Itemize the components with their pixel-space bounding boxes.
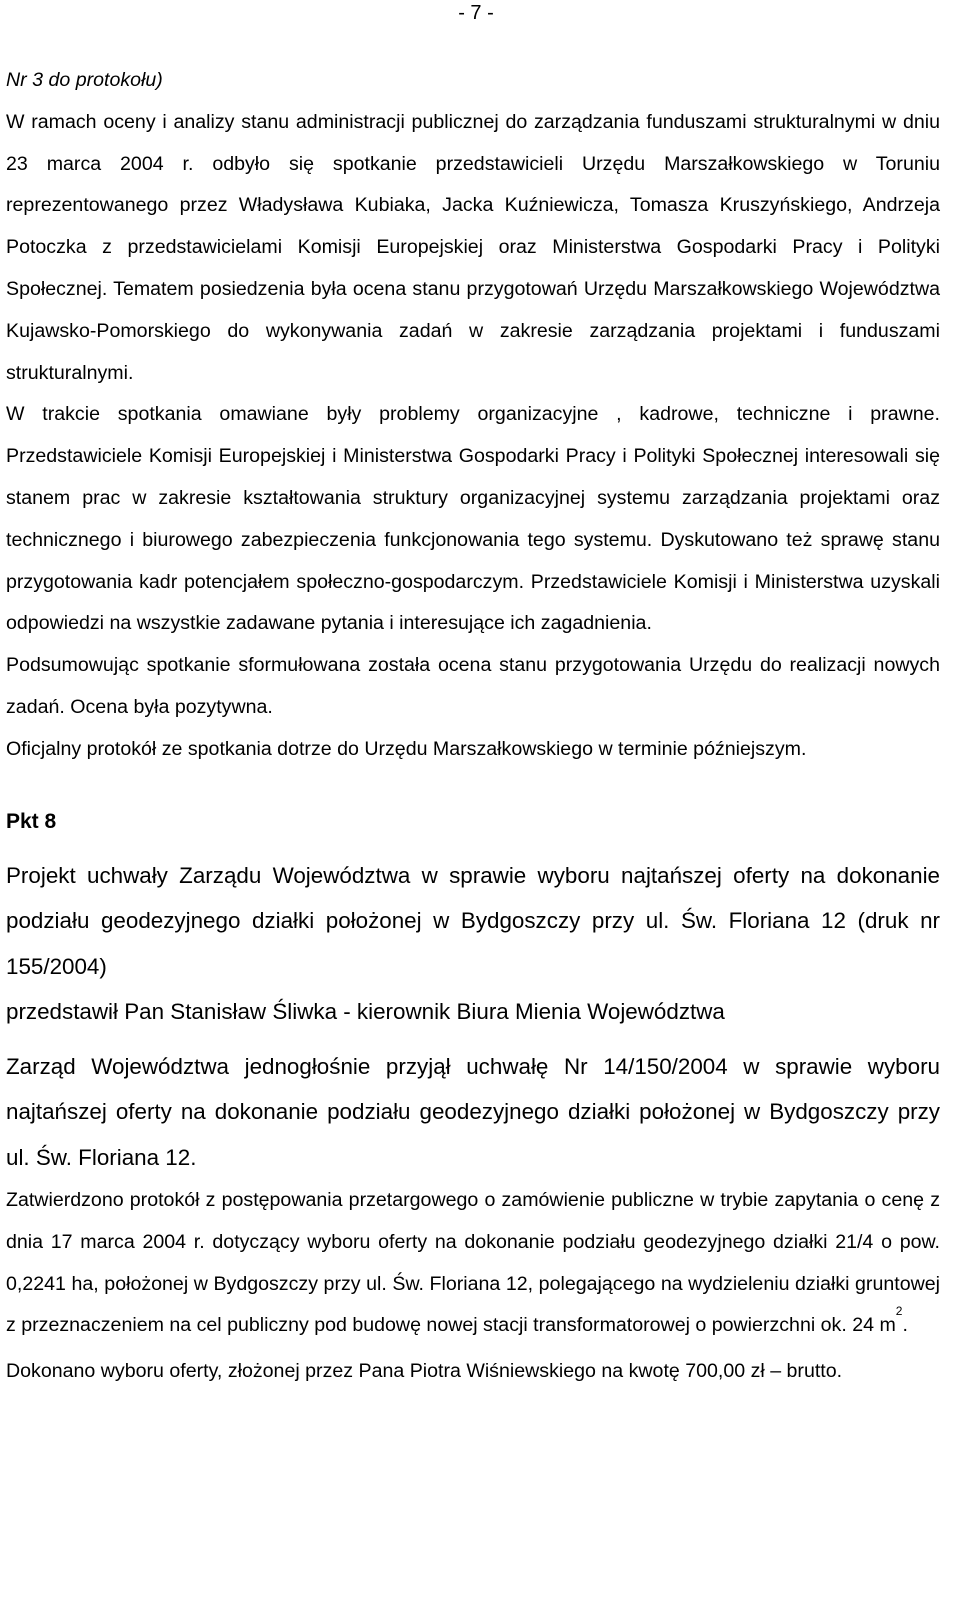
- tender-section: [6, 1180, 940, 1383]
- document-page: [6, 0, 940, 1383]
- tender-approval-end: .: [902, 1314, 908, 1337]
- offer-selection: Dokonano wyboru oferty, złożonej przez Pana Piotra Wiśniewskiego na kwotę 700,00 zł – brutto.: [6, 1360, 843, 1383]
- tender-approval: [6, 1180, 940, 1347]
- attachment-heading: Nr 3 do protokołu): [6, 69, 163, 91]
- meeting-paragraph-3: Podsumowując spotkanie sformułowana została ocena stanu przygotowania Urzędu do realizacji nowych zadań. Ocena była pozytywna.: [6, 654, 940, 718]
- meeting-paragraph-1: W ramach oceny i analizy stanu administracji publicznej do zarządzania funduszami strukturalnymi w dniu 23 marca 2004 r. odbyło się spotkanie przedstawicieli Urzędu Marszałkowskiego w Toruniu reprezentowanego przez Władysława Kubiaka, Jacka Kuźniewicza, Tomasza Kruszyńskiego, Andrzeja Potoczka z przedstawicielami Komisji Europejskiej oraz Ministerstwa Gospodarki Pracy i Polityki Społecznej. Tematem posiedzenia była ocena stanu przygotowań Urzędu Marszałkowskiego Województwa Kujawsko-Pomorskiego do wykonywania zadań w zakresie zarządzania projektami i funduszami strukturalnymi.: [6, 110, 940, 384]
- presenter-line: przedstawił Pan Stanisław Śliwka - kierownik Biura Mienia Województwa: [6, 999, 725, 1025]
- board-decision: Zarząd Województwa jednogłośnie przyjął uchwałę Nr 14/150/2004 w sprawie wyboru najtańszej oferty na dokonanie podziału geodezyjnego działki położonej w Bydgoszczy przy ul. Św. Floriana 12.: [6, 1053, 940, 1170]
- page-number: - 7 -: [458, 2, 494, 24]
- agenda-item-title: Pkt 8: [6, 809, 57, 833]
- meeting-paragraph-4: Oficjalny protokół ze spotkania dotrze do Urzędu Marszałkowskiego w terminie późniejszym.: [6, 737, 807, 760]
- tender-approval-text: Zatwierdzono protokół z postępowania przetargowego o zamówienie publiczne w trybie zapytania o cenę z dnia 17 marca 2004 r. dotyczący wyboru oferty na dokonanie podziału geodezyjnego działki 21/4 o pow. 0,2241 ha, położonej w Bydgoszczy przy ul. Św. Floriana 12, polegającego na wydzieleniu działki gruntowej z przeznaczeniem na cel publiczny pod budowę nowej stacji transformatorowej o powierzchni ok. 24 m: [6, 1189, 940, 1337]
- resolution-section: [6, 853, 940, 1181]
- meeting-report-section: [6, 60, 940, 771]
- project-title: Projekt uchwały Zarządu Województwa w sprawie wyboru najtańszej oferty na dokonanie podziału geodezyjnego działki położonej w Bydgoszczy przy ul. Św. Floriana 12 (druk nr 155/2004): [6, 862, 940, 979]
- meeting-paragraph-2: W trakcie spotkania omawiane były problemy organizacyjne , kadrowe, techniczne i prawne. Przedstawiciele Komisji Europejskiej i Ministerstwa Gospodarki Pracy i Polityki Społecznej interesowali się stanem prac w zakresie kształtowania struktury organizacyjnej systemu zarządzania projektami oraz technicznego i biurowego zabezpieczenia funkcjonowania tego systemu. Dyskutowano też sprawę stanu przygotowania kadr potencjałem społeczno-gospodarczym. Przedstawiciele Komisji i Ministerstwa uzyskali odpowiedzi na wszystkie zadawane pytania i interesujące ich zagadnienia.: [6, 403, 940, 635]
- area-unit-superscript: 2: [895, 1304, 903, 1319]
